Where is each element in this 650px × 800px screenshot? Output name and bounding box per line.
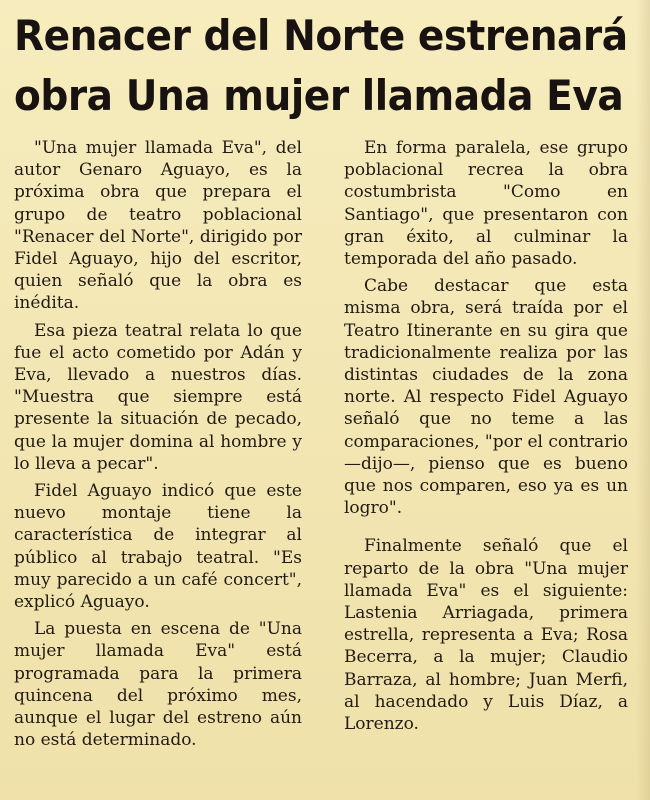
- headline-line-2: obra Una mujer llamada Eva: [14, 71, 624, 120]
- paragraph: Cabe destacar que esta misma obra, será traída por el Teatro Itinerante en su gira que tradicionalmente realiza por las distintas ciudades de la zona norte. Al respecto Fidel Aguayo señaló que no teme a las comparaciones, "por el contrario —dijo—, pienso que es bueno que nos comparen, eso ya es un logro".: [344, 276, 628, 519]
- article-column-right: [344, 137, 628, 740]
- paragraph: Finalmente señaló que el reparto de la obra "Una mujer llamada Eva" es el siguiente: Lastenia Arriagada, primera estrella, representa a Eva; Rosa Becerra, a la mujer; Claudio Barraza, al hombre; Juan Merfi, al hacendado y Luis Díaz, a Lorenzo.: [344, 536, 628, 735]
- paragraph: La puesta en escena de "Una mujer llamada Eva" está programada para la primera quincena del próximo mes, aunque el lugar del estreno aún no está determinado.: [14, 619, 302, 751]
- paragraph: En forma paralela, ese grupo poblacional recrea la obra costumbrista "Como en Santiago", que presentaron con gran éxito, al culminar la temporada del año pasado.: [344, 138, 628, 270]
- paragraph: "Una mujer llamada Eva", del autor Genaro Aguayo, es la próxima obra que prepara el grupo de teatro poblacional "Renacer del Norte", dirigido por Fidel Aguayo, hijo del escritor, quien señaló que la obra es inédita.: [14, 138, 302, 314]
- article-headline: [14, 6, 628, 126]
- paragraph: Esa pieza teatral relata lo que fue el acto cometido por Adán y Eva, llevado a nuestros días. "Muestra que siempre está presente la situación de pecado, que la mujer domina al hombre y lo lleva a pecar".: [14, 320, 302, 474]
- paragraph: Fidel Aguayo indicó que este nuevo montaje tiene la característica de integrar al público al trabajo teatral. "Es muy parecido a un café concert", explicó Aguayo.: [14, 481, 302, 613]
- article-column-left: [14, 137, 302, 756]
- headline-line-1: Renacer del Norte estrenará: [14, 11, 628, 60]
- paper-edge-shadow: [636, 0, 650, 800]
